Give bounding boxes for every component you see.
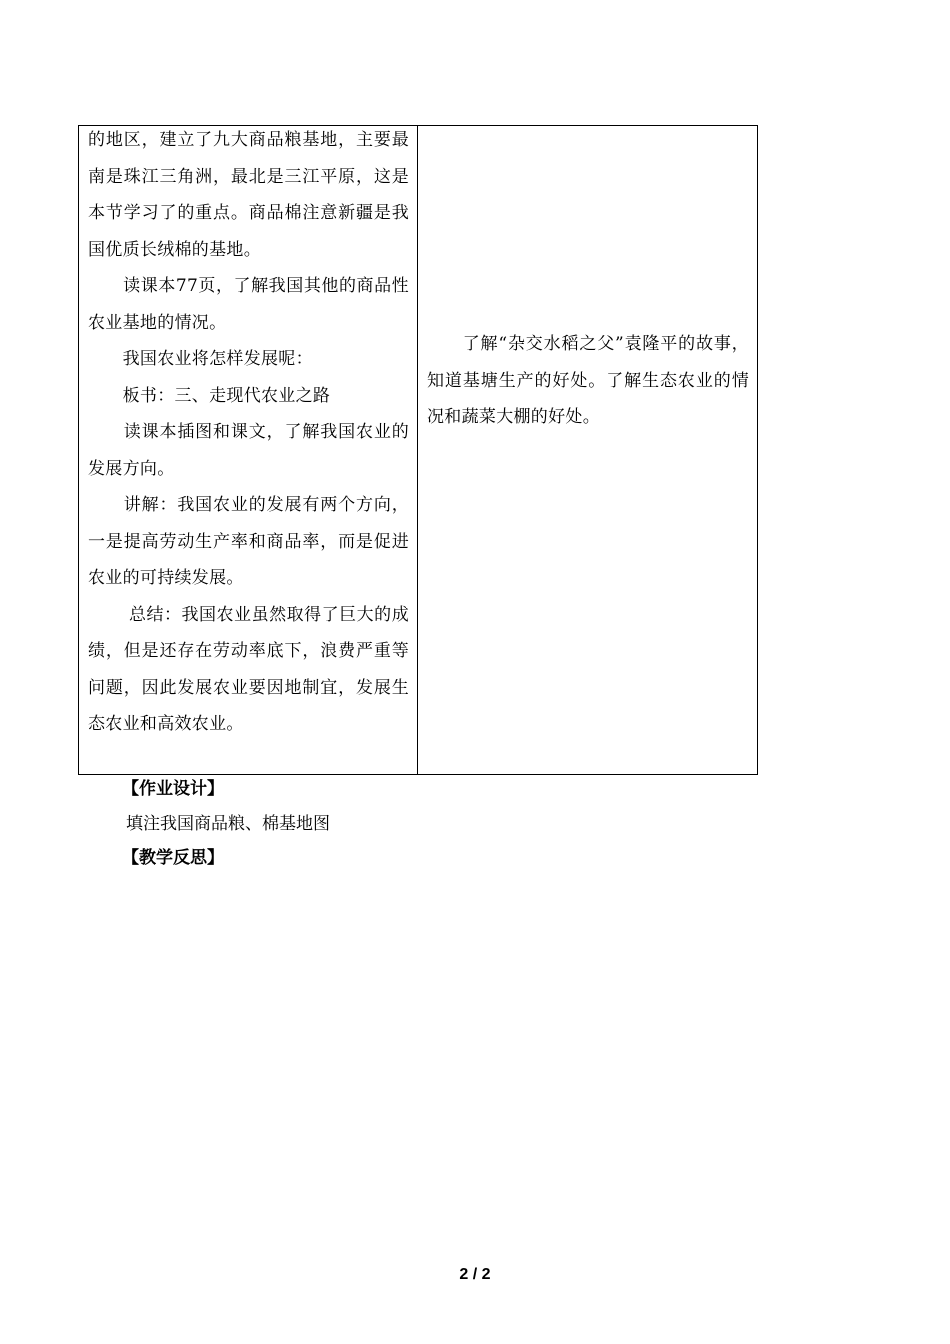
paragraph: 讲解：我国农业的发展有两个方向，一是提高劳动生产率和商品率，而是促进农业的可持续发展。 — [88, 495, 409, 588]
homework-heading: 【作业设计】 — [122, 779, 224, 799]
page-number: 2 / 2 — [459, 1266, 491, 1283]
paragraph: 总结：我国农业虽然取得了巨大的成绩，但是还存在劳动率底下，浪费严重等问题，因此发展农业要因地制宜，发展生态农业和高效农业。 — [88, 604, 409, 734]
student-activity-text: 了解“杂交水稻之父”袁隆平的故事，知道基塘生产的好处。了解生态农业的情况和蔬菜大棚的好处。 — [427, 334, 749, 427]
paragraph: 读课本77页，了解我国其他的商品性农业基地的情况。 — [88, 276, 409, 333]
reflection-heading: 【教学反思】 — [122, 848, 224, 868]
student-activity-cell — [418, 126, 757, 774]
homework-content: 填注我国商品粮、棉基地图 — [126, 814, 330, 834]
paragraph: 板书：三、走现代农业之路 — [88, 385, 331, 406]
paragraph: 我国农业将怎样发展呢： — [88, 349, 313, 369]
paragraph: 的地区，建立了九大商品粮基地，主要最南是珠江三角洲，最北是三江平原，这是本节学习了的重点。商品棉注意新疆是我国优质长绒棉的基地。 — [88, 130, 409, 260]
paragraph: 读课本插图和课文，了解我国农业的发展方向。 — [88, 422, 409, 479]
lesson-table — [78, 125, 758, 775]
teacher-activity-cell — [79, 126, 418, 774]
